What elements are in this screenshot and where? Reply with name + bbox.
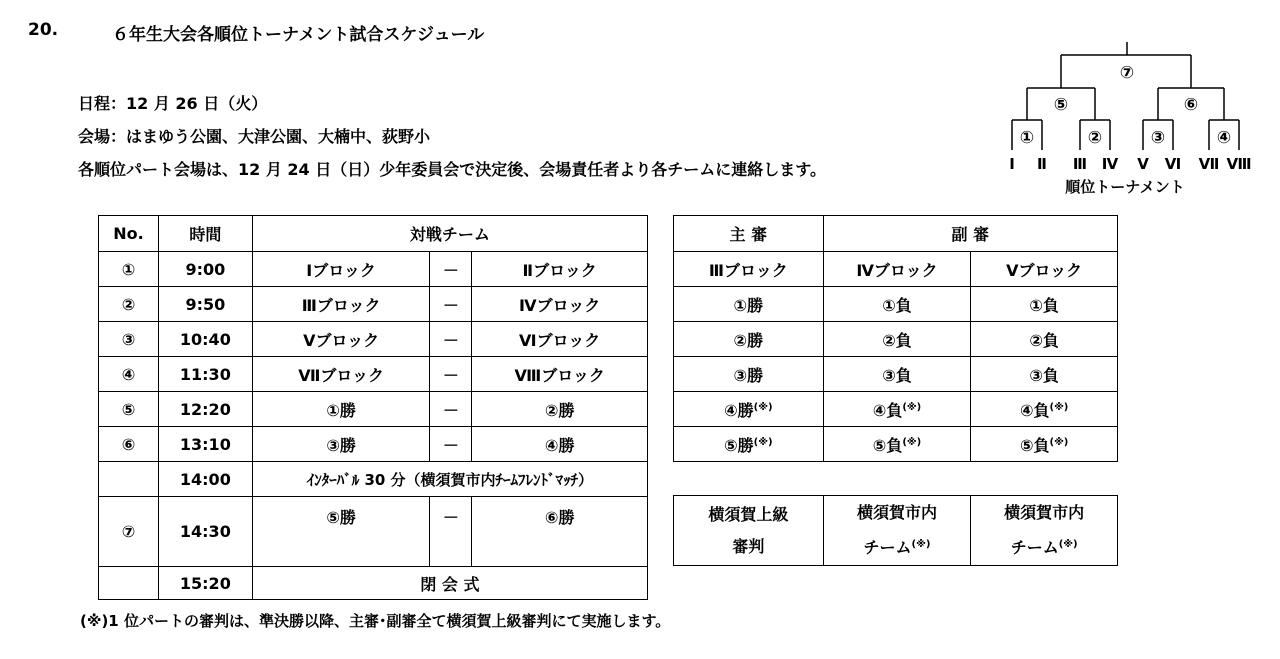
match-time: 12:20	[158, 392, 252, 427]
bracket-seed: Ⅱ	[1037, 155, 1047, 173]
bracket-seed: Ⅵ	[1164, 155, 1182, 173]
closing-ceremony: 閉 会 式	[252, 567, 647, 600]
main-referee: ④勝(※)	[674, 392, 824, 427]
home-team: Ⅴブロック	[252, 322, 430, 357]
header-teams: 対戦チーム	[252, 216, 647, 252]
table-header-row	[674, 216, 1118, 252]
bracket-quarter: ④	[1216, 128, 1232, 148]
tournament-bracket	[1000, 40, 1260, 200]
table-row	[99, 252, 648, 287]
vs-dash: －	[430, 497, 472, 567]
sub-referee: Ⅴブロック	[971, 252, 1118, 287]
vs-dash: －	[430, 392, 472, 427]
interval-text: ｲﾝﾀｰﾊﾞﾙ 30 分（横須賀市内ﾁｰﾑﾌﾚﾝﾄﾞﾏｯﾁ）	[252, 462, 647, 497]
table-row	[674, 252, 1118, 287]
away-team: ⑥勝	[472, 497, 648, 567]
final-row	[99, 497, 648, 567]
final-referee-table	[673, 495, 1118, 566]
bracket-quarter: ③	[1150, 128, 1166, 148]
match-time: 14:30	[158, 497, 252, 567]
match-no: ④	[99, 357, 159, 392]
table-row	[99, 427, 648, 462]
section-number: 20.	[28, 20, 59, 40]
match-no: ⑥	[99, 427, 159, 462]
table-header-row	[99, 216, 648, 252]
schedule-date: 日程：12 月 26 日（火）	[78, 94, 268, 113]
sub-referee: ②負	[971, 322, 1118, 357]
footnote: (※)1 位パートの審判は、準決勝以降、主審･副審全て横須賀上級審判にて実施します。	[80, 612, 671, 630]
bracket-final: ⑦	[1119, 63, 1135, 83]
sub-referee: ②負	[823, 322, 971, 357]
table-row	[674, 287, 1118, 322]
away-team: ②勝	[472, 392, 648, 427]
header-main-referee: 主 審	[674, 216, 824, 252]
vs-dash: －	[430, 322, 472, 357]
main-referee: ②勝	[674, 322, 824, 357]
referee-table	[673, 215, 1118, 462]
page-title: ６年生大会各順位トーナメント試合スケジュール	[112, 25, 485, 45]
table-row	[99, 357, 648, 392]
home-team: ⑤勝	[252, 497, 430, 567]
sub-referee: 横須賀市内 チーム(※)	[823, 496, 971, 566]
home-team: Ⅰブロック	[252, 252, 430, 287]
away-team: Ⅱブロック	[472, 252, 648, 287]
vs-dash: －	[430, 252, 472, 287]
match-no: ①	[99, 252, 159, 287]
sub-referee: ①負	[823, 287, 971, 322]
header-sub-referee: 副 審	[823, 216, 1117, 252]
main-referee: ⑤勝(※)	[674, 427, 824, 462]
bracket-seed: Ⅶ	[1198, 155, 1220, 173]
match-time: 15:20	[158, 567, 252, 600]
home-team: Ⅶブロック	[252, 357, 430, 392]
table-row	[99, 322, 648, 357]
match-time: 10:40	[158, 322, 252, 357]
home-team: ①勝	[252, 392, 430, 427]
bracket-semi: ⑥	[1183, 95, 1199, 115]
bracket-seed: Ⅳ	[1101, 155, 1119, 173]
match-schedule-table	[98, 215, 648, 600]
match-time: 9:00	[158, 252, 252, 287]
bracket-quarter: ②	[1087, 128, 1103, 148]
venue-list: 会場：はまゆう公園、大津公園、大楠中、荻野小	[78, 127, 431, 146]
sub-referee: 横須賀市内 チーム(※)	[971, 496, 1118, 566]
main-referee: Ⅲブロック	[674, 252, 824, 287]
match-no	[99, 567, 159, 600]
table-row	[674, 496, 1118, 566]
match-no: ⑦	[99, 497, 159, 567]
table-row	[674, 427, 1118, 462]
bracket-seed: Ⅰ	[1009, 155, 1015, 173]
vs-dash: －	[430, 287, 472, 322]
closing-row	[99, 567, 648, 600]
header-no: No.	[99, 216, 159, 252]
venue-note: 各順位パート会場は、12 月 24 日（日）少年委員会で決定後、会場責任者より各チームに連絡します。	[78, 160, 826, 179]
table-row	[99, 287, 648, 322]
sub-referee: ④負(※)	[823, 392, 971, 427]
table-row	[674, 357, 1118, 392]
sub-referee: ①負	[971, 287, 1118, 322]
table-row	[674, 322, 1118, 357]
sub-referee: ③負	[823, 357, 971, 392]
match-no: ③	[99, 322, 159, 357]
match-time: 9:50	[158, 287, 252, 322]
table-row	[674, 392, 1118, 427]
match-time: 11:30	[158, 357, 252, 392]
vs-dash: －	[430, 357, 472, 392]
sub-referee: ⑤負(※)	[823, 427, 971, 462]
match-time: 14:00	[158, 462, 252, 497]
bracket-semi: ⑤	[1053, 95, 1069, 115]
match-time: 13:10	[158, 427, 252, 462]
bracket-seed: Ⅴ	[1137, 155, 1149, 173]
main-referee: 横須賀上級 審判	[674, 496, 824, 566]
match-no	[99, 462, 159, 497]
away-team: ④勝	[472, 427, 648, 462]
table-row	[99, 392, 648, 427]
sub-referee: Ⅳブロック	[823, 252, 971, 287]
sub-referee: ③負	[971, 357, 1118, 392]
home-team: Ⅲブロック	[252, 287, 430, 322]
away-team: Ⅵブロック	[472, 322, 648, 357]
main-referee: ①勝	[674, 287, 824, 322]
away-team: Ⅳブロック	[472, 287, 648, 322]
header-time: 時間	[158, 216, 252, 252]
bracket-quarter: ①	[1019, 128, 1035, 148]
home-team: ③勝	[252, 427, 430, 462]
interval-row	[99, 462, 648, 497]
sub-referee: ⑤負(※)	[971, 427, 1118, 462]
bracket-caption: 順位トーナメント	[1065, 178, 1185, 196]
match-no: ②	[99, 287, 159, 322]
vs-dash: －	[430, 427, 472, 462]
bracket-seed: Ⅷ	[1226, 155, 1252, 173]
away-team: Ⅷブロック	[472, 357, 648, 392]
main-referee: ③勝	[674, 357, 824, 392]
match-no: ⑤	[99, 392, 159, 427]
bracket-seed: Ⅲ	[1072, 155, 1088, 173]
sub-referee: ④負(※)	[971, 392, 1118, 427]
